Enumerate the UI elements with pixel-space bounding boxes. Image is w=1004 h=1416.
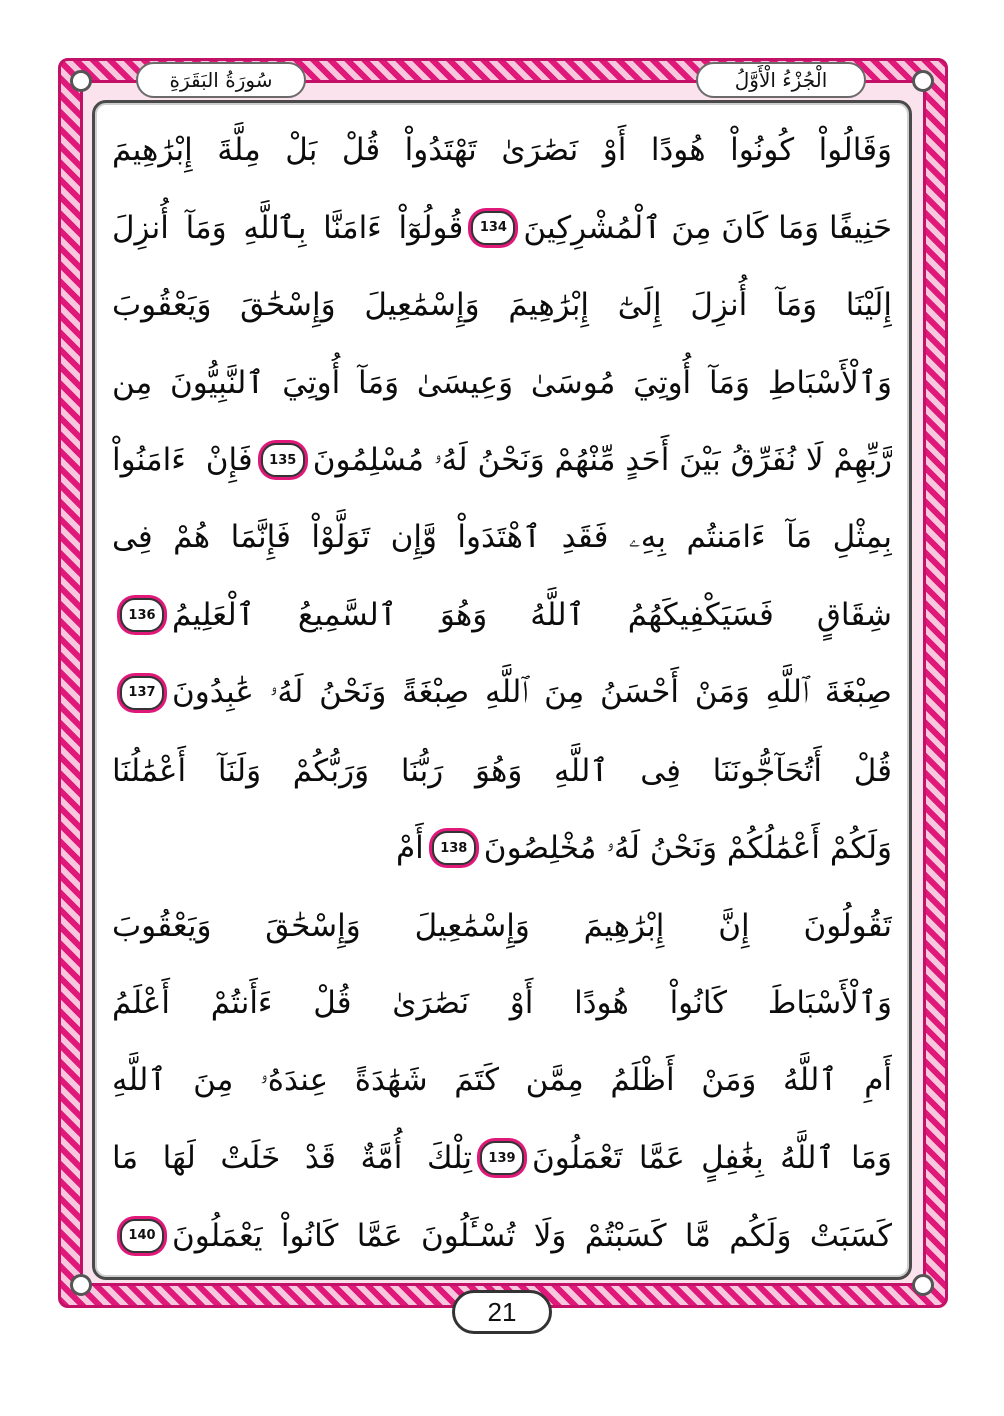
- verse-text: قُلْ أَتُحَآجُّونَنَا فِى ٱللَّهِ وَهُوَ رَبُّنَا وَرَبُّكُمْ وَلَنَآ أَعْمَٰلُنَا: [112, 752, 892, 789]
- verse-text: تِلْكَ أُمَّةٌ قَدْ خَلَتْ لَهَا مَا: [112, 1140, 472, 1177]
- verse-text: وَلَكُمْ أَعْمَٰلُكُمْ وَنَحْنُ لَهُۥ مُخْلِصُونَ: [483, 829, 892, 866]
- page-number: 21: [452, 1290, 552, 1334]
- verse-text: تَقُولُونَ إِنَّ إِبْرَٰهِيمَ وَإِسْمَٰعِيلَ وَإِسْحَٰقَ وَيَعْقُوبَ: [112, 907, 892, 944]
- verse-line: [112, 739, 892, 803]
- verse-line: [112, 196, 892, 260]
- verse-text: شِقَاقٍ فَسَيَكْفِيكَهُمُ ٱللَّهُ وَهُوَ ٱلسَّمِيعُ ٱلْعَلِيمُ: [172, 597, 892, 634]
- verse-text: بِمِثْلِ مَآ ءَامَنتُم بِهِۦ فَقَدِ ٱهْتَدَواْ وَّإِن تَوَلَّوْاْ فَإِنَّمَا هُمْ فِى: [112, 519, 892, 556]
- verse-line: [112, 351, 892, 415]
- verse-text: فَإِنْ ءَامَنُواْ: [112, 442, 253, 479]
- corner-rosette-icon: [912, 1274, 934, 1296]
- verse-text: كَسَبَتْ وَلَكُم مَّا كَسَبْتُمْ وَلَا تُسْـَٔلُونَ عَمَّا كَانُواْ يَعْمَلُونَ: [172, 1217, 892, 1254]
- verse-line: [112, 971, 892, 1035]
- verse-line: [112, 583, 892, 647]
- verse-line: [112, 1049, 892, 1113]
- verse-text: وَٱلْأَسْبَاطَ كَانُواْ هُودًا أَوْ نَصَٰرَىٰ قُلْ ءَأَنتُمْ أَعْلَمُ: [112, 985, 892, 1022]
- verse-text: قُولُوٓاْ ءَامَنَّا بِٱللَّهِ وَمَآ أُنزِلَ: [112, 209, 464, 246]
- corner-rosette-icon: [70, 70, 92, 92]
- ayah-number-marker: 136: [120, 598, 164, 632]
- verse-text: وَقَالُواْ كُونُواْ هُودًا أَوْ نَصَٰرَىٰ تَهْتَدُواْ قُلْ بَلْ مِلَّةَ إِبْرَٰهِيمَ: [112, 132, 892, 168]
- verse-text: أَمِ ٱللَّهُ وَمَنْ أَظْلَمُ مِمَّن كَتَمَ شَهَٰدَةً عِندَهُۥ مِنَ ٱللَّهِ: [112, 1062, 892, 1099]
- surah-label: سُورَةُ البَقَرَةِ: [136, 62, 306, 98]
- verse-line: [112, 661, 892, 725]
- verse-line: [112, 1126, 892, 1190]
- verse-text: أَمْ: [395, 830, 424, 867]
- verse-text: حَنِيفًا وَمَا كَانَ مِنَ ٱلْمُشْرِكِينَ: [523, 209, 892, 246]
- corner-rosette-icon: [70, 1274, 92, 1296]
- verse-text: وَٱلْأَسْبَاطِ وَمَآ أُوتِيَ مُوسَىٰ وَعِيسَىٰ وَمَآ أُوتِيَ ٱلنَّبِيُّونَ مِن: [112, 364, 892, 401]
- ayah-number-marker: 134: [471, 211, 515, 245]
- verse-text: صِبْغَةَ ٱللَّهِ وَمَنْ أَحْسَنُ مِنَ ٱللَّهِ صِبْغَةً وَنَحْنُ لَهُۥ عَٰبِدُونَ: [172, 674, 892, 711]
- juz-label: الْجُزْءُ الْأَوَّلُ: [696, 62, 866, 98]
- verse-line: [112, 428, 892, 492]
- verse-line: [112, 894, 892, 958]
- ayah-number-marker: 139: [480, 1141, 524, 1175]
- verse-line: [112, 118, 892, 182]
- corner-rosette-icon: [912, 70, 934, 92]
- ayah-number-marker: 135: [261, 443, 305, 477]
- ayah-number-marker: 137: [120, 676, 164, 710]
- verse-text: رَّبِّهِمْ لَا نُفَرِّقُ بَيْنَ أَحَدٍ مِّنْهُمْ وَنَحْنُ لَهُۥ مُسْلِمُونَ: [312, 441, 892, 478]
- verse-line: [112, 273, 892, 337]
- ayah-number-marker: 140: [120, 1219, 164, 1253]
- verse-line: [112, 506, 892, 570]
- ayah-number-marker: 138: [432, 831, 476, 865]
- verse-text: وَمَا ٱللَّهُ بِغَٰفِلٍ عَمَّا تَعْمَلُونَ: [532, 1140, 892, 1177]
- verse-lines: [112, 118, 892, 1268]
- verse-text: إِلَيْنَا وَمَآ أُنزِلَ إِلَىٰٓ إِبْرَٰهِيمَ وَإِسْمَٰعِيلَ وَإِسْحَٰقَ وَيَعْقُوبَ: [112, 287, 892, 324]
- verse-line: [112, 1204, 892, 1268]
- verse-line: [112, 816, 892, 880]
